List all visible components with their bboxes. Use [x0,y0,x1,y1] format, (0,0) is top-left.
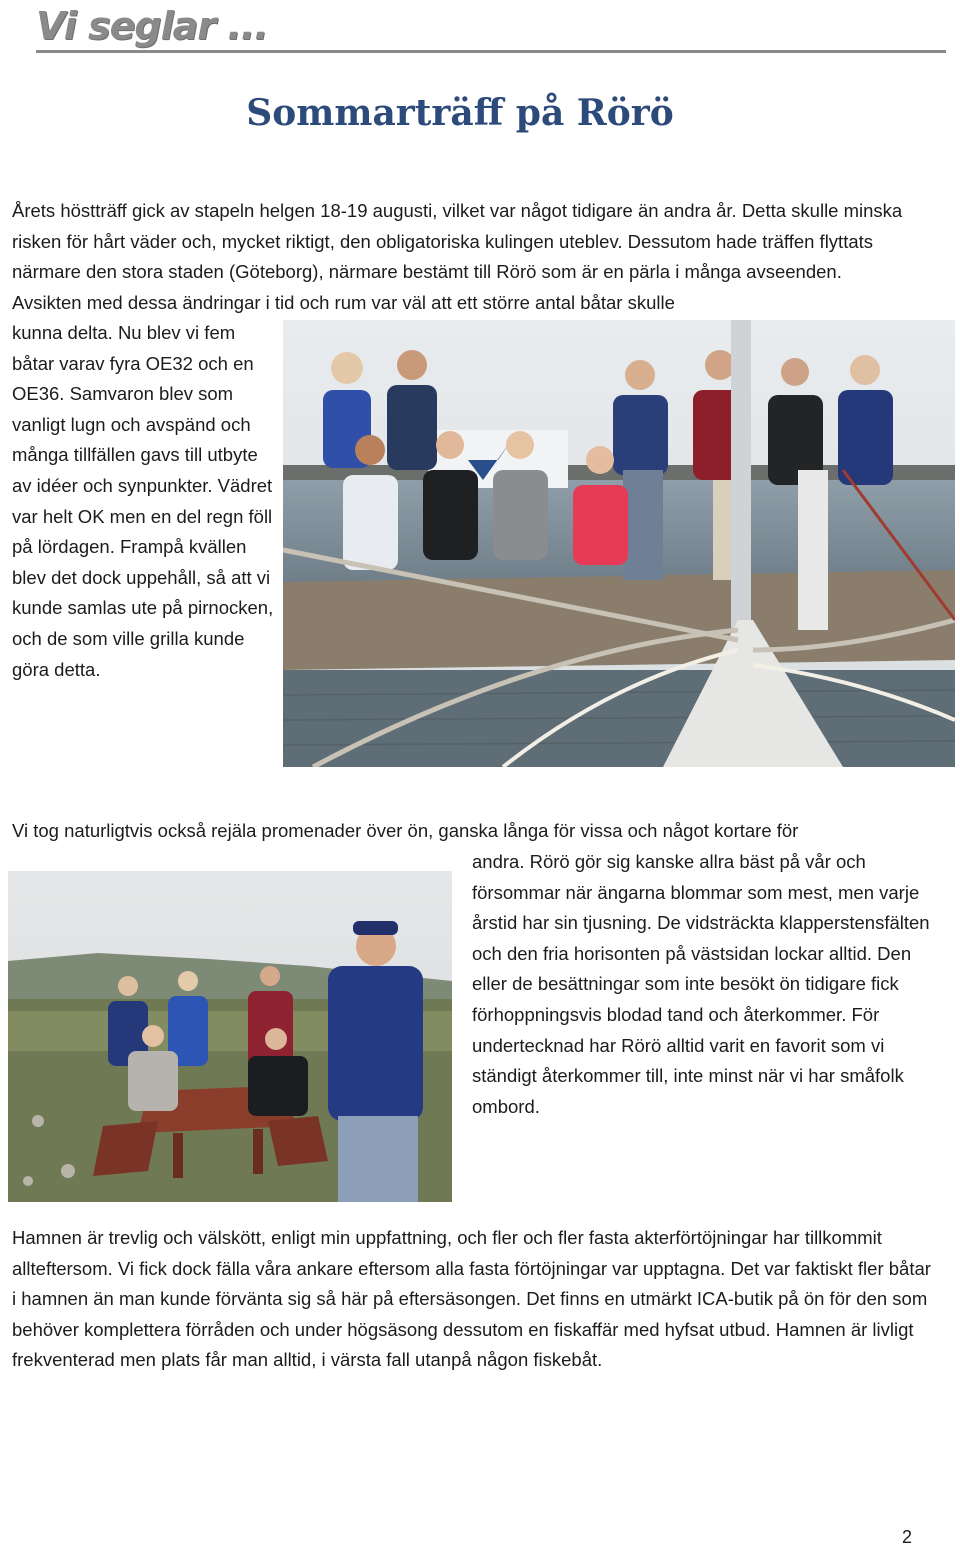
header-divider [36,50,946,53]
vi-seglar-logo [36,4,296,48]
logo-text: Vi seglar ... [36,4,268,48]
paragraph-intro-wrapped: kunna delta. Nu blev vi fem båtar varav fyra OE32 och en OE36. Samvaron blev som vanligt lugn och avspänd och många tillfällen gavs till utbyte av idéer och synpunkter. Vädret var helt OK men en del regn föll på lördagen. Frampå kvällen blev det dock uppehåll, så att vi kunde samlas ute på pirnocken, och de som ville grilla kunde göra detta. [12,322,274,680]
paragraph-harbour: Hamnen är trevlig och välskött, enligt min uppfattning, och fler och fler fasta akterförtöjningar har tillkommit allteftersom. Vi fick dock fälla våra ankare eftersom alla fasta förtöjningar var upptagna. Det var faktiskt fler båtar i hamnen än man kunde förvänta sig så här på eftersäsongen. Det finns en utmärkt ICA-butik på ön för den som behöver komplettera förråden och under högsäsong dessutom en fiskaffär med hyfsat utbud. Hamnen är livligt frekventerad men plats får man alltid, i värsta fall utanpå någon fiskebåt. [12,1227,931,1371]
group-photo-pier [283,320,955,767]
paragraph-walks-wrapped: andra. Rörö gör sig kanske allra bäst på vår och försommar när ängarna blommar som mest, men varje årstid har sin tjusning. De vidsträckta klapperstensfälten och den fria horisonten på västsidan lockar alltid. Den eller de besättningar som inte besökt ön tidigare fick förhoppningsvis blodad tand och återkommer. För undertecknad har Rörö alltid varit en favorit som vi ständigt återkommer till, inte minst när vi har småfolk ombord. [472,851,930,1117]
page-number: 2 [901,1527,912,1547]
paragraph-walks: Vi tog naturligtvis också rejäla promenader över ön, ganska långa för vissa och något kortare för [12,820,799,841]
picnic-table-photo [8,871,452,1202]
paragraph-intro: Årets höstträff gick av stapeln helgen 18-19 augusti, vilket var något tidigare än andra år. Detta skulle minska risken för hårt väder och, mycket riktigt, den obligatoriska kulingen uteblev. Dessutom hade träffen flyttats närmare den stora staden (Göteborg), närmare bestämt till Rörö som är en pärla i många avseenden. Avsikten med dessa ändringar i tid och rum var väl att ett större antal båtar skulle [12,200,903,313]
page-title: Sommarträff på Rörö [246,92,674,134]
